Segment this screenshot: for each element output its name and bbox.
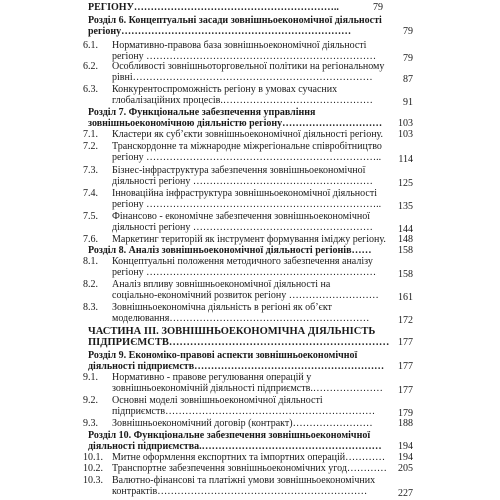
- item-text: Маркетинг територій як інструмент формування іміджу регіону.: [112, 234, 386, 245]
- item-text: Інноваційна інфраструктура зовнішньоекономічної діяльності: [112, 188, 377, 199]
- page-number: 125: [398, 178, 413, 189]
- item-text: регіону ……………………………………………………………: [112, 267, 377, 278]
- toc-line: РЕГІОНУ……………………………………………………..: [88, 2, 339, 13]
- page-number: 158: [398, 269, 413, 280]
- item-number: 9.1.: [83, 372, 98, 383]
- page-number: 227: [398, 488, 413, 499]
- item-number: 8.1.: [83, 256, 98, 267]
- item-text: Конкурентоспроможність регіону в умовах сучасних: [112, 84, 338, 95]
- section-heading: Розділ 10. Функціональне забезпечення зовнішньоекономічної: [88, 430, 371, 441]
- item-text: діяльності регіону ………………………………………………: [112, 176, 373, 187]
- item-text: глобалізаційних процесів.………………………………………: [112, 95, 373, 106]
- item-number: 9.3.: [83, 418, 98, 429]
- item-text: регіону ……………………………………………………………: [112, 51, 377, 62]
- page-number: 194: [398, 452, 413, 463]
- item-number: 10.2.: [83, 463, 103, 474]
- page-number: 79: [403, 26, 413, 37]
- section-heading: Розділ 6. Концептуальні засади зовнішньоекономічної діяльності: [88, 15, 382, 26]
- item-text: зовнішньоекономічній діяльності підприємств.…………………: [112, 383, 383, 394]
- item-number: 8.2.: [83, 279, 98, 290]
- item-number: 7.5.: [83, 211, 98, 222]
- item-number: 6.2.: [83, 61, 98, 72]
- item-text: регіону ……………………………………………………………..: [112, 199, 382, 210]
- item-text: Основні моделі зовнішньоекономічної діяльності: [112, 395, 323, 406]
- toc-line: регіону……………………………………………………………: [88, 26, 352, 37]
- item-number: 8.3.: [83, 302, 98, 313]
- item-text: Транскордонне та міжнародне міжрегіональне співробітництво: [112, 141, 382, 152]
- item-text: регіону ……………………………………………………………..: [112, 152, 382, 163]
- page-number: 172: [398, 315, 413, 326]
- item-text: моделювання……………………………………………………: [112, 313, 370, 324]
- part-heading: ПІДПРИЄМСТВ………………………………………………………: [88, 337, 390, 348]
- page-number: 114: [398, 154, 413, 165]
- item-text: контрактів………………………………………………………: [112, 486, 368, 497]
- toc-line: зовнішньоекономічною діяльністю регіону…………………………: [88, 118, 383, 129]
- item-text: рівні………………………………………………………………: [112, 72, 373, 83]
- item-text: Зовнішньоекономічна діяльність в регіоні як об’єкт: [112, 302, 332, 313]
- item-text: підприємств………………………………………………………: [112, 406, 376, 417]
- page-number: 135: [398, 201, 413, 212]
- item-text: Особливості зовнішньоторговельної політики на регіональному: [112, 61, 385, 72]
- toc-line: діяльності підприємства.………………………………………………: [88, 441, 382, 452]
- page-number: 205: [398, 463, 413, 474]
- item-text: Валютно-фінансові та платіжні умови зовнішньоекономічних: [112, 475, 376, 486]
- page-number: 87: [403, 74, 413, 85]
- page-number: 103: [398, 129, 413, 140]
- page-number: 179: [398, 408, 413, 419]
- item-text: соціально-економічний розвиток регіону ………………………: [112, 290, 379, 301]
- item-number: 10.3.: [83, 475, 103, 486]
- page-number: 177: [398, 385, 413, 396]
- page-number: 177: [398, 361, 413, 372]
- page-number: 161: [398, 292, 413, 303]
- page-number: 79: [373, 2, 383, 13]
- page-number: 144: [398, 224, 413, 235]
- item-number: 7.1.: [83, 129, 98, 140]
- item-number: 7.6.: [83, 234, 98, 245]
- item-text: Нормативно-правова база зовнішньоекономічної діяльності: [112, 40, 367, 51]
- toc-line: діяльності підприємств…………………………………………………: [88, 361, 385, 372]
- page-number: 194: [398, 441, 413, 452]
- item-text: Концептуальні положення методичного забезпечення аналізу: [112, 256, 373, 267]
- item-text: Фінансово - економічне забезпечення зовнішньоекономічної: [112, 211, 370, 222]
- item-text: Митне оформлення експортних та імпортних операцій…………: [112, 452, 386, 463]
- page-number: 79: [403, 53, 413, 64]
- section-heading: Розділ 8. Аналіз зовнішньоекономічної діяльності регіонів……: [88, 245, 372, 256]
- page-number: 103: [398, 118, 413, 129]
- item-text: діяльності регіону ………………………………………………: [112, 222, 373, 233]
- page-number: 188: [398, 418, 413, 429]
- item-text: Транспортне забезпечення зовнішньоекономічних угод…………: [112, 463, 387, 474]
- part-heading: ЧАСТИНА ІІІ. ЗОВНІШНЬОЕКОНОМІЧНА ДІЯЛЬНІСТЬ: [88, 326, 376, 337]
- item-text: Аналіз впливу зовнішньоекономічної діяльності на: [112, 279, 331, 290]
- page-number: 148: [398, 234, 413, 245]
- item-number: 9.2.: [83, 395, 98, 406]
- page-number: 177: [398, 337, 413, 348]
- page-number: 91: [403, 97, 413, 108]
- page-number: 158: [398, 245, 413, 256]
- item-number: 7.3.: [83, 165, 98, 176]
- item-number: 10.1.: [83, 452, 103, 463]
- item-number: 7.2.: [83, 141, 98, 152]
- item-number: 6.3.: [83, 84, 98, 95]
- item-text: Нормативно - правове регулювання операцій у: [112, 372, 312, 383]
- section-heading: Розділ 9. Економіко-правові аспекти зовнішньоекономічної: [88, 350, 358, 361]
- item-text: Кластери як суб’єкти зовнішньоекономічної діяльності регіону.: [112, 129, 384, 140]
- item-text: Бізнес-інфраструктура забезпечення зовнішньоекономічної: [112, 165, 366, 176]
- section-heading: Розділ 7. Функціональне забезпечення управління: [88, 107, 316, 118]
- item-number: 6.1.: [83, 40, 98, 51]
- item-text: Зовнішньоекономічний договір (контракт)……………………: [112, 418, 373, 429]
- item-number: 7.4.: [83, 188, 98, 199]
